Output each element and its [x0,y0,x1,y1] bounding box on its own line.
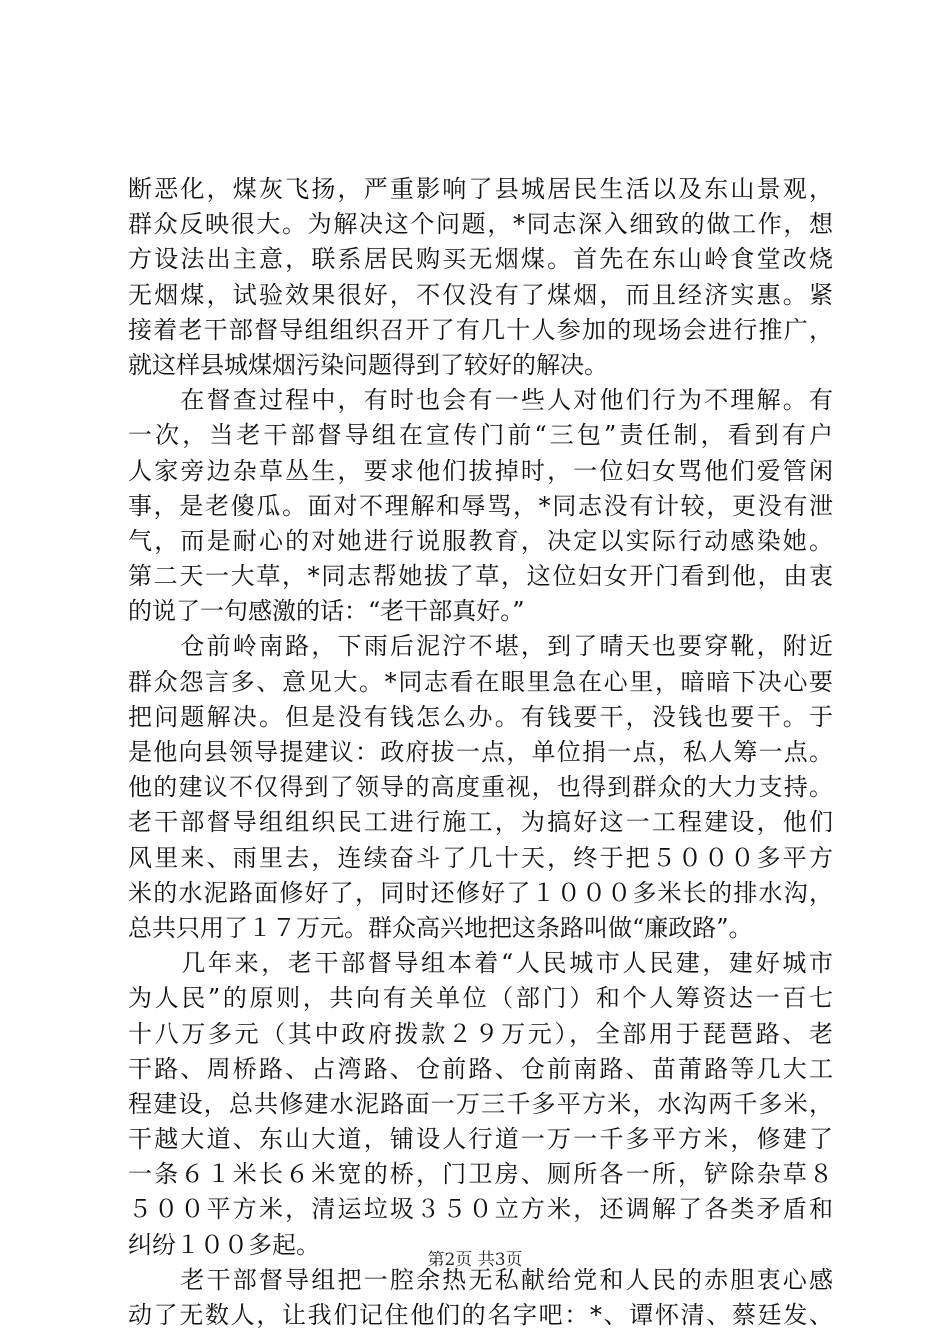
paragraph-3 [128,629,833,946]
text-line: 为人民”的原则，共向有关单位（部门）和个人筹资达一百七 [128,984,833,1013]
text-line: ５００平方米，清运垃圾３５０立方米，还调解了各类矛盾和 [128,1195,833,1224]
paragraph-2 [128,383,833,629]
text-line: 十八万多元（其中政府拨款２９万元），全部用于琵琶路、老 [128,1019,833,1048]
text-line: 一次，当老干部督导组在宣传门前“三包”责任制，看到有户 [128,421,833,450]
text-line: 接着老干部督导组组织召开了有几十人参加的现场会进行推广， [128,315,833,344]
text-line: 一条６１米长６米宽的桥，门卫房、厕所各一所，铲除杂草８ [128,1160,833,1189]
text-line: 老干部督导组把一腔余热无私献给党和人民的赤胆衷心感 [128,1265,833,1294]
text-line: 无烟煤，试验效果很好，不仅没有了煤烟，而且经济实惠。紧 [128,280,833,309]
text-line: 事，是老傻瓜。面对不理解和辱骂，*同志没有计较，更没有泄 [128,491,833,520]
text-line: 群众怨言多、意见大。*同志看在眼里急在心里，暗暗下决心要 [128,667,833,696]
text-line: 总共只用了１７万元。群众高兴地把这条路叫做“廉政路”。 [128,913,753,942]
text-line: 第二天一大草，*同志帮她拔了草，这位妇女开门看到他，由衷 [128,562,833,591]
text-line: 几年来，老干部督导组本着“人民城市人民建，建好城市 [128,949,833,978]
text-line: 在督查过程中，有时也会有一些人对他们行为不理解。有 [128,386,833,415]
paragraph-1 [128,172,833,383]
body-text [128,172,833,1333]
text-line: 干路、周桥路、占湾路、仓前路、仓前南路、苗莆路等几大工 [128,1054,833,1083]
text-line: 他的建议不仅得到了领导的高度重视，也得到群众的大力支持。 [128,773,833,802]
text-line: 是他向县领导提建议：政府拔一点，单位捐一点，私人筹一点。 [128,738,833,766]
text-line: 老干部督导组组织民工进行施工，为搞好这一工程建设，他们 [128,808,833,837]
text-line: 断恶化，煤灰飞扬，严重影响了县城居民生活以及东山景观， [128,175,833,203]
text-line: 气，而是耐心的对她进行说服教育，决定以实际行动感染她。 [128,526,833,555]
text-line: 风里来、雨里去，连续奋斗了几十天，终于把５０００多平方 [128,843,833,872]
text-line: 干越大道、东山大道，铺设人行道一万一千多平方米，修建了 [128,1125,833,1154]
text-line: 仓前岭南路，下雨后泥泞不堪，到了晴天也要穿靴，附近 [128,632,833,661]
text-line: 人家旁边杂草丛生，要求他们拔掉时，一位妇女骂他们爱管闲 [128,456,833,485]
paragraph-5 [128,1263,833,1333]
text-line: 的说了一句感激的话：“老干部真好。” [128,597,525,626]
text-line: 程建设，总共修建水泥路面一万三千多平方米，水沟两千多米， [128,1089,833,1118]
text-line: 纠纷１００多起。 [128,1230,320,1259]
text-line: 群众反映很大。为解决这个问题，*同志深入细致的做工作，想 [128,210,833,239]
text-line: 就这样县城煤烟污染问题得到了较好的解决。 [128,350,608,379]
text-line: 米的水泥路面修好了，同时还修好了１０００多米长的排水沟， [128,878,833,907]
text-line: 方设法出主意，联系居民购买无烟煤。首先在东山岭食堂改烧 [128,245,833,274]
text-line: 动了无数人，让我们记住他们的名字吧：*、谭怀清、蔡廷发、 [128,1301,833,1329]
page-footer: 第2页 共3页 [427,1250,523,1270]
text-line: 把问题解决。但是没有钱怎么办。有钱要干，没钱也要干。于 [128,702,833,731]
paragraph-4 [128,946,833,1263]
